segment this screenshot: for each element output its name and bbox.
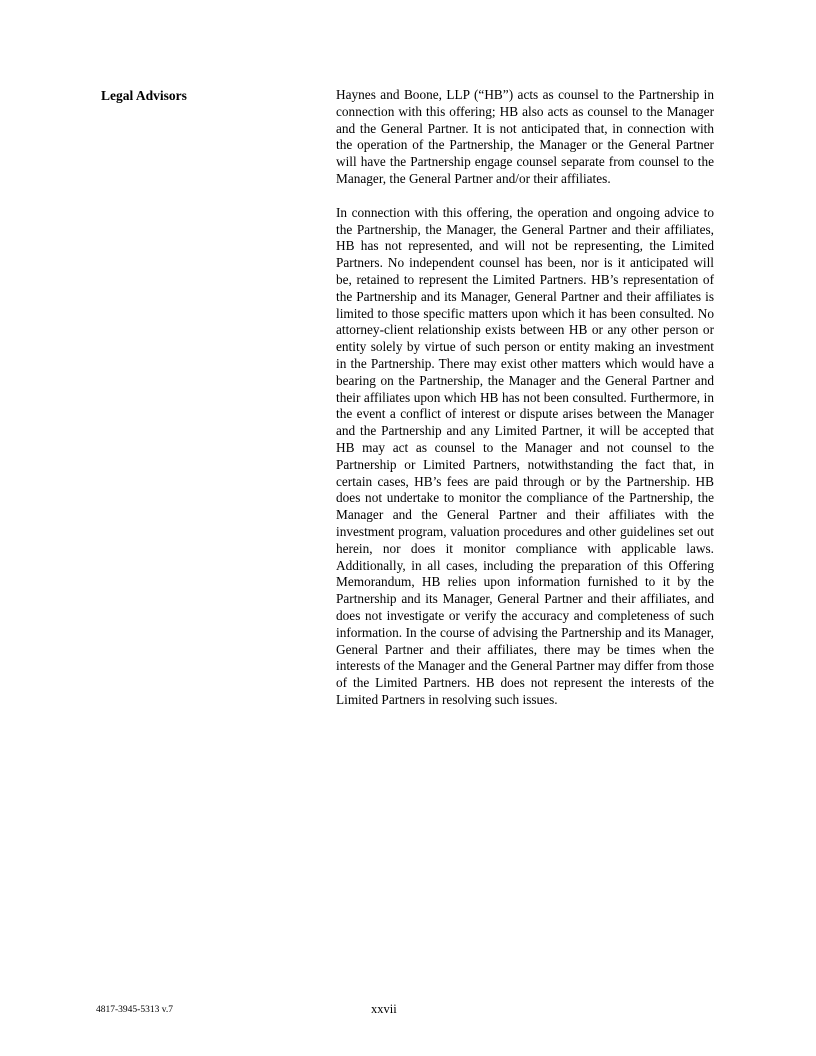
section-body (336, 87, 714, 726)
body-paragraph: In connection with this offering, the operation and ongoing advice to the Partnership, the Manager, the General Partner and their affiliates, HB has not represented, and will not be representing, the Limited Partners. No independent counsel has been, nor is it anticipated will be, retained to represent the Limited Partners. HB’s representation of the Partnership and its Manager, General Partner and their affiliates is limited to those specific matters upon which it has been consulted. No attorney-client relationship exists between HB or any other person or entity solely by virtue of such person or entity making an investment in the Partnership. There may exist other matters which would have a bearing on the Partnership, the Manager and the General Partner and their affiliates upon which HB has not been consulted. Furthermore, in the event a conflict of interest or dispute arises between the Manager and the Partnership and any Limited Partner, it will be accepted that HB may act as counsel to the Manager and not counsel to the Partnership or Limited Partners, notwithstanding the fact that, in certain cases, HB’s fees are paid through or by the Partnership. HB does not undertake to monitor the compliance of the Partnership, the Manager and the General Partner and their affiliates with the investment program, valuation procedures and other guidelines set out herein, nor does it monitor compliance with applicable laws. Additionally, in all cases, including the preparation of this Offering Memorandum, HB relies upon information furnished to it by the Partnership and its Manager, General Partner and their affiliates, and does not investigate or verify the accuracy and completeness of such information. In the course of advising the Partnership and its Manager, General Partner and their affiliates, there may be times when the interests of the Manager and the General Partner may differ from those of the Limited Partners. HB does not represent the interests of the Limited Partners in resolving such issues. (336, 204, 714, 707)
footer-page-number: xxvii (371, 1002, 397, 1016)
section-heading: Legal Advisors (101, 88, 187, 103)
footer-document-id: 4817-3945-5313 v.7 (96, 1005, 173, 1015)
body-paragraph: Haynes and Boone, LLP (“HB”) acts as counsel to the Partnership in connection with this offering; HB also acts as counsel to the Manager and the General Partner. It is not anticipated that, in connection with the operation of the Partnership, the Manager or the General Partner will have the Partnership engage counsel separate from counsel to the Manager, the General Partner and/or their affiliates. (336, 87, 714, 186)
